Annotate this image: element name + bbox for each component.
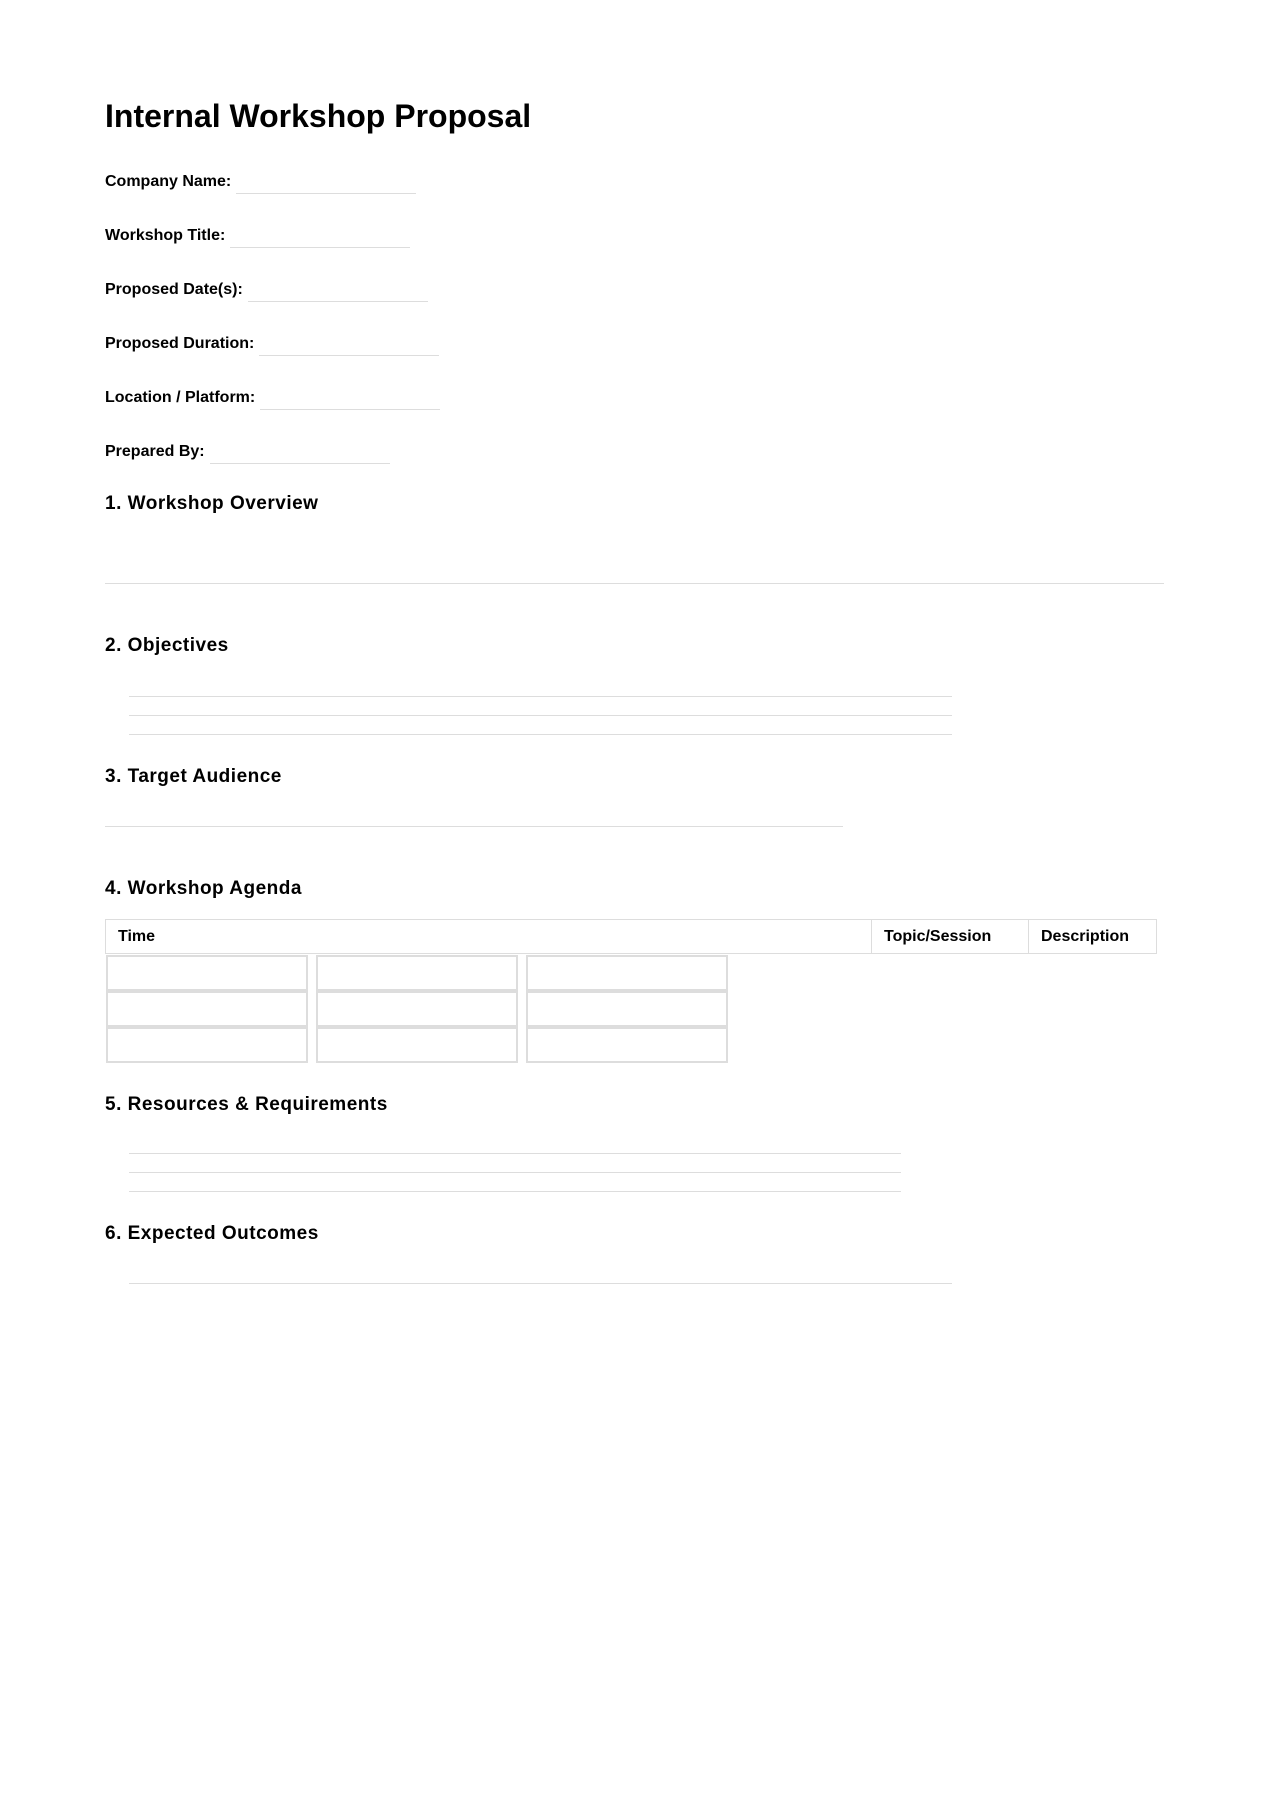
resources-writing-line-1[interactable] <box>129 1153 901 1154</box>
agenda-cell-time[interactable] <box>106 991 308 1027</box>
field-proposed-dates <box>105 276 428 300</box>
section-heading-target-audience: 3. Target Audience <box>105 766 282 787</box>
field-location-platform <box>105 384 440 408</box>
section-heading-resources: 5. Resources & Requirements <box>105 1094 388 1115</box>
agenda-cell-time[interactable] <box>106 955 308 991</box>
field-proposed-duration <box>105 330 439 354</box>
objectives-writing-line-1[interactable] <box>129 696 952 697</box>
section-heading-objectives: 2. Objectives <box>105 635 229 656</box>
workshop-title-input[interactable] <box>230 229 410 248</box>
prepared-by-input[interactable] <box>210 445 390 464</box>
agenda-cell-description[interactable] <box>526 1027 728 1063</box>
agenda-cell-topic[interactable] <box>316 991 518 1027</box>
agenda-cell-description[interactable] <box>526 955 728 991</box>
field-label: Proposed Duration: <box>105 335 255 352</box>
resources-writing-line-2[interactable] <box>129 1172 901 1173</box>
objectives-writing-line-2[interactable] <box>129 715 952 716</box>
field-label: Proposed Date(s): <box>105 281 243 298</box>
resources-writing-line-3[interactable] <box>129 1191 901 1192</box>
field-prepared-by <box>105 438 390 462</box>
agenda-table-header <box>105 919 1157 954</box>
agenda-cell-topic[interactable] <box>316 955 518 991</box>
target-audience-writing-line[interactable] <box>105 826 843 827</box>
location-platform-input[interactable] <box>260 391 440 410</box>
column-header-description: Description <box>1028 920 1156 953</box>
column-header-time: Time <box>118 927 156 945</box>
company-name-input[interactable] <box>236 175 416 194</box>
section-heading-agenda: 4. Workshop Agenda <box>105 878 302 899</box>
document-title: Internal Workshop Proposal <box>105 98 532 134</box>
objectives-writing-line-3[interactable] <box>129 734 952 735</box>
field-label: Workshop Title: <box>105 227 226 244</box>
outcomes-writing-line[interactable] <box>129 1283 952 1284</box>
agenda-cell-description[interactable] <box>526 991 728 1027</box>
field-company-name <box>105 168 416 192</box>
overview-writing-line[interactable] <box>105 583 1164 584</box>
agenda-cell-time[interactable] <box>106 1027 308 1063</box>
field-label: Location / Platform: <box>105 389 256 406</box>
proposed-dates-input[interactable] <box>248 283 428 302</box>
field-label: Prepared By: <box>105 443 205 460</box>
field-workshop-title <box>105 222 410 246</box>
agenda-cell-topic[interactable] <box>316 1027 518 1063</box>
section-heading-outcomes: 6. Expected Outcomes <box>105 1223 319 1244</box>
field-label: Company Name: <box>105 173 232 190</box>
section-heading-overview: 1. Workshop Overview <box>105 493 319 514</box>
column-header-topic-session: Topic/Session <box>871 920 1028 953</box>
proposed-duration-input[interactable] <box>259 337 439 356</box>
